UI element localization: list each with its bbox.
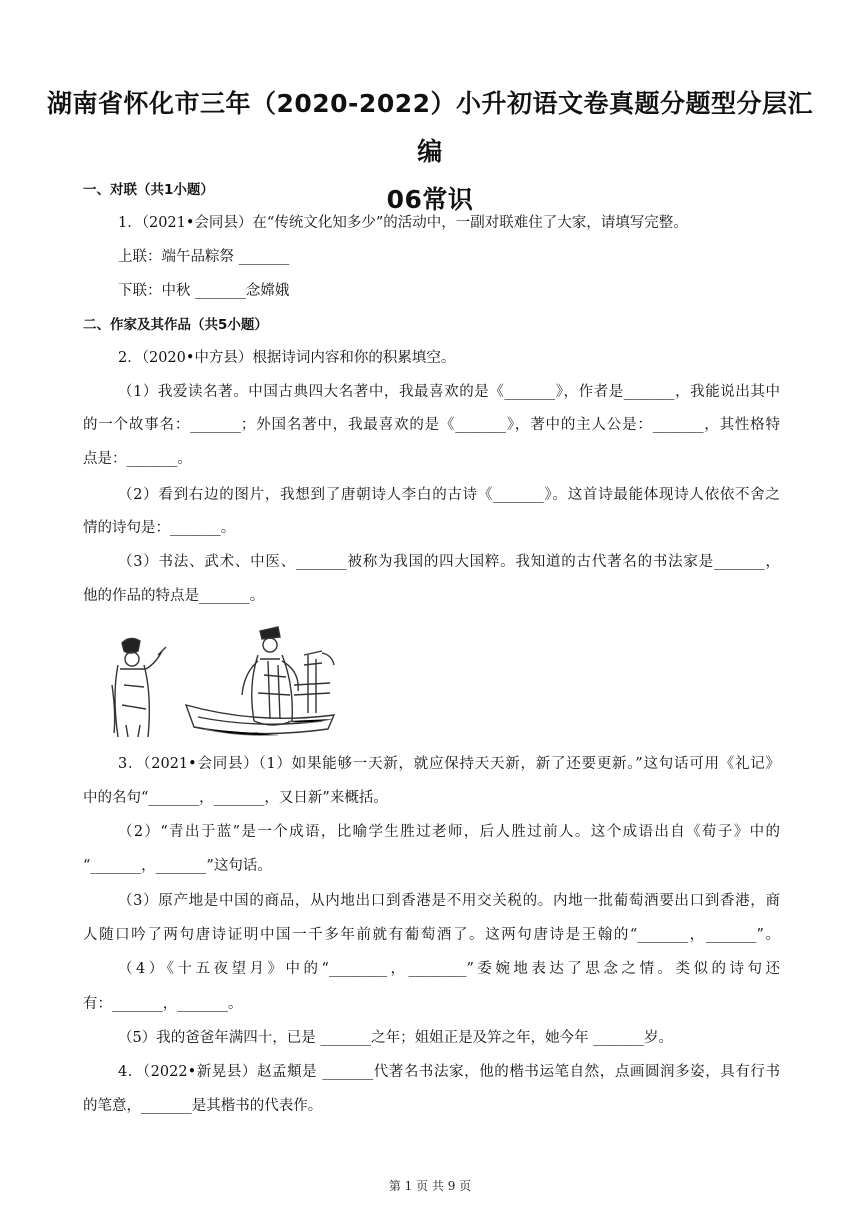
question-3-part-3-line-2: 人随口吟了两句唐诗证明中国一千多年前就有葡萄酒了。这两句唐诗是王翰的“_______，_______”。 bbox=[83, 927, 780, 943]
title-line-2: 06常识 bbox=[386, 185, 474, 214]
question-2-part-3-line-2: 他的作品的特点是_______。 bbox=[83, 588, 265, 604]
question-2-part-1-line-2: 的一个故事名：_______；外国名著中，我最喜欢的是《_______》，著中的主人公是：_______，其性格特 bbox=[83, 417, 780, 433]
couplet-upper-line: 上联：端午品粽祭 _______ bbox=[118, 249, 290, 265]
question-2-part-1-line-3: 点是：_______。 bbox=[83, 451, 192, 467]
page-footer: 第 1 页 共 9 页 bbox=[388, 1179, 472, 1193]
question-4-line-1: 4．（2022•新晃县）赵孟頫是 _______代著名书法家，他的楷书运笔自然，点画圆润多姿，具有行书 bbox=[118, 1064, 780, 1080]
title-line-1: 湖南省怀化市三年（2020-2022）小升初语文卷真题分题型分层汇编 bbox=[46, 89, 814, 166]
question-3-part-4-line-1: （4）《十五夜望月》中的“________，________”委婉地表达了思念之情。类似的诗句还 bbox=[118, 961, 780, 977]
document-title bbox=[40, 80, 820, 224]
section-heading-couplet: 一、对联（共1小题） bbox=[83, 182, 214, 198]
question-4-line-2: 的笔意，_______是其楷书的代表作。 bbox=[83, 1098, 323, 1114]
question-3-part-4-line-2: 有：_______，_______。 bbox=[83, 996, 243, 1012]
question-2-part-1-line-1: （1）我爱读名著。中国古典四大名著中，我最喜欢的是《_______》，作者是_______，我能说出其中 bbox=[118, 384, 780, 400]
question-3-part-2-line-2: “_______，_______”这句话。 bbox=[83, 858, 272, 874]
question-3-part-5: （5）我的爸爸年满四十，已是 _______之年；姐姐正是及笄之年，她今年 _______岁。 bbox=[118, 1030, 673, 1046]
question-2-stem: 2．（2020•中方县）根据诗词内容和你的积累填空。 bbox=[118, 350, 456, 366]
section-heading-authors: 二、作家及其作品（共5小题） bbox=[83, 317, 268, 333]
question-2-part-2-line-1: （2）看到右边的图片，我想到了唐朝诗人李白的古诗《_______》。这首诗最能体现诗人依依不舍之 bbox=[118, 487, 780, 503]
question-3-part-1-line-1: 3．（2021•会同县）（1）如果能够一天新，就应保持天天新，新了还要更新。”这句话可用《礼记》 bbox=[118, 756, 780, 772]
poet-boat-illustration bbox=[108, 625, 338, 743]
couplet-lower-line: 下联：中秋 _______念嫦娥 bbox=[118, 283, 290, 299]
question-3-part-2-line-1: （2）“青出于蓝”是一个成语，比喻学生胜过老师，后人胜过前人。这个成语出自《荀子》中的 bbox=[118, 824, 780, 840]
question-3-part-3-line-1: （3）原产地是中国的商品，从内地出口到香港是不用交关税的。内地一批葡萄酒要出口到香港，商 bbox=[118, 893, 780, 909]
question-3-part-1-line-2: 中的名句“_______，_______，又日新”来概括。 bbox=[83, 790, 388, 806]
question-2-part-3-line-1: （3）书法、武术、中医、_______被称为我国的四大国粹。我知道的古代著名的书法家是_______， bbox=[118, 554, 780, 570]
question-1-stem: 1．（2021•会同县）在“传统文化知多少”的活动中，一副对联难住了大家，请填写完整。 bbox=[118, 215, 688, 231]
question-2-part-2-line-2: 情的诗句是：_______。 bbox=[83, 520, 236, 536]
